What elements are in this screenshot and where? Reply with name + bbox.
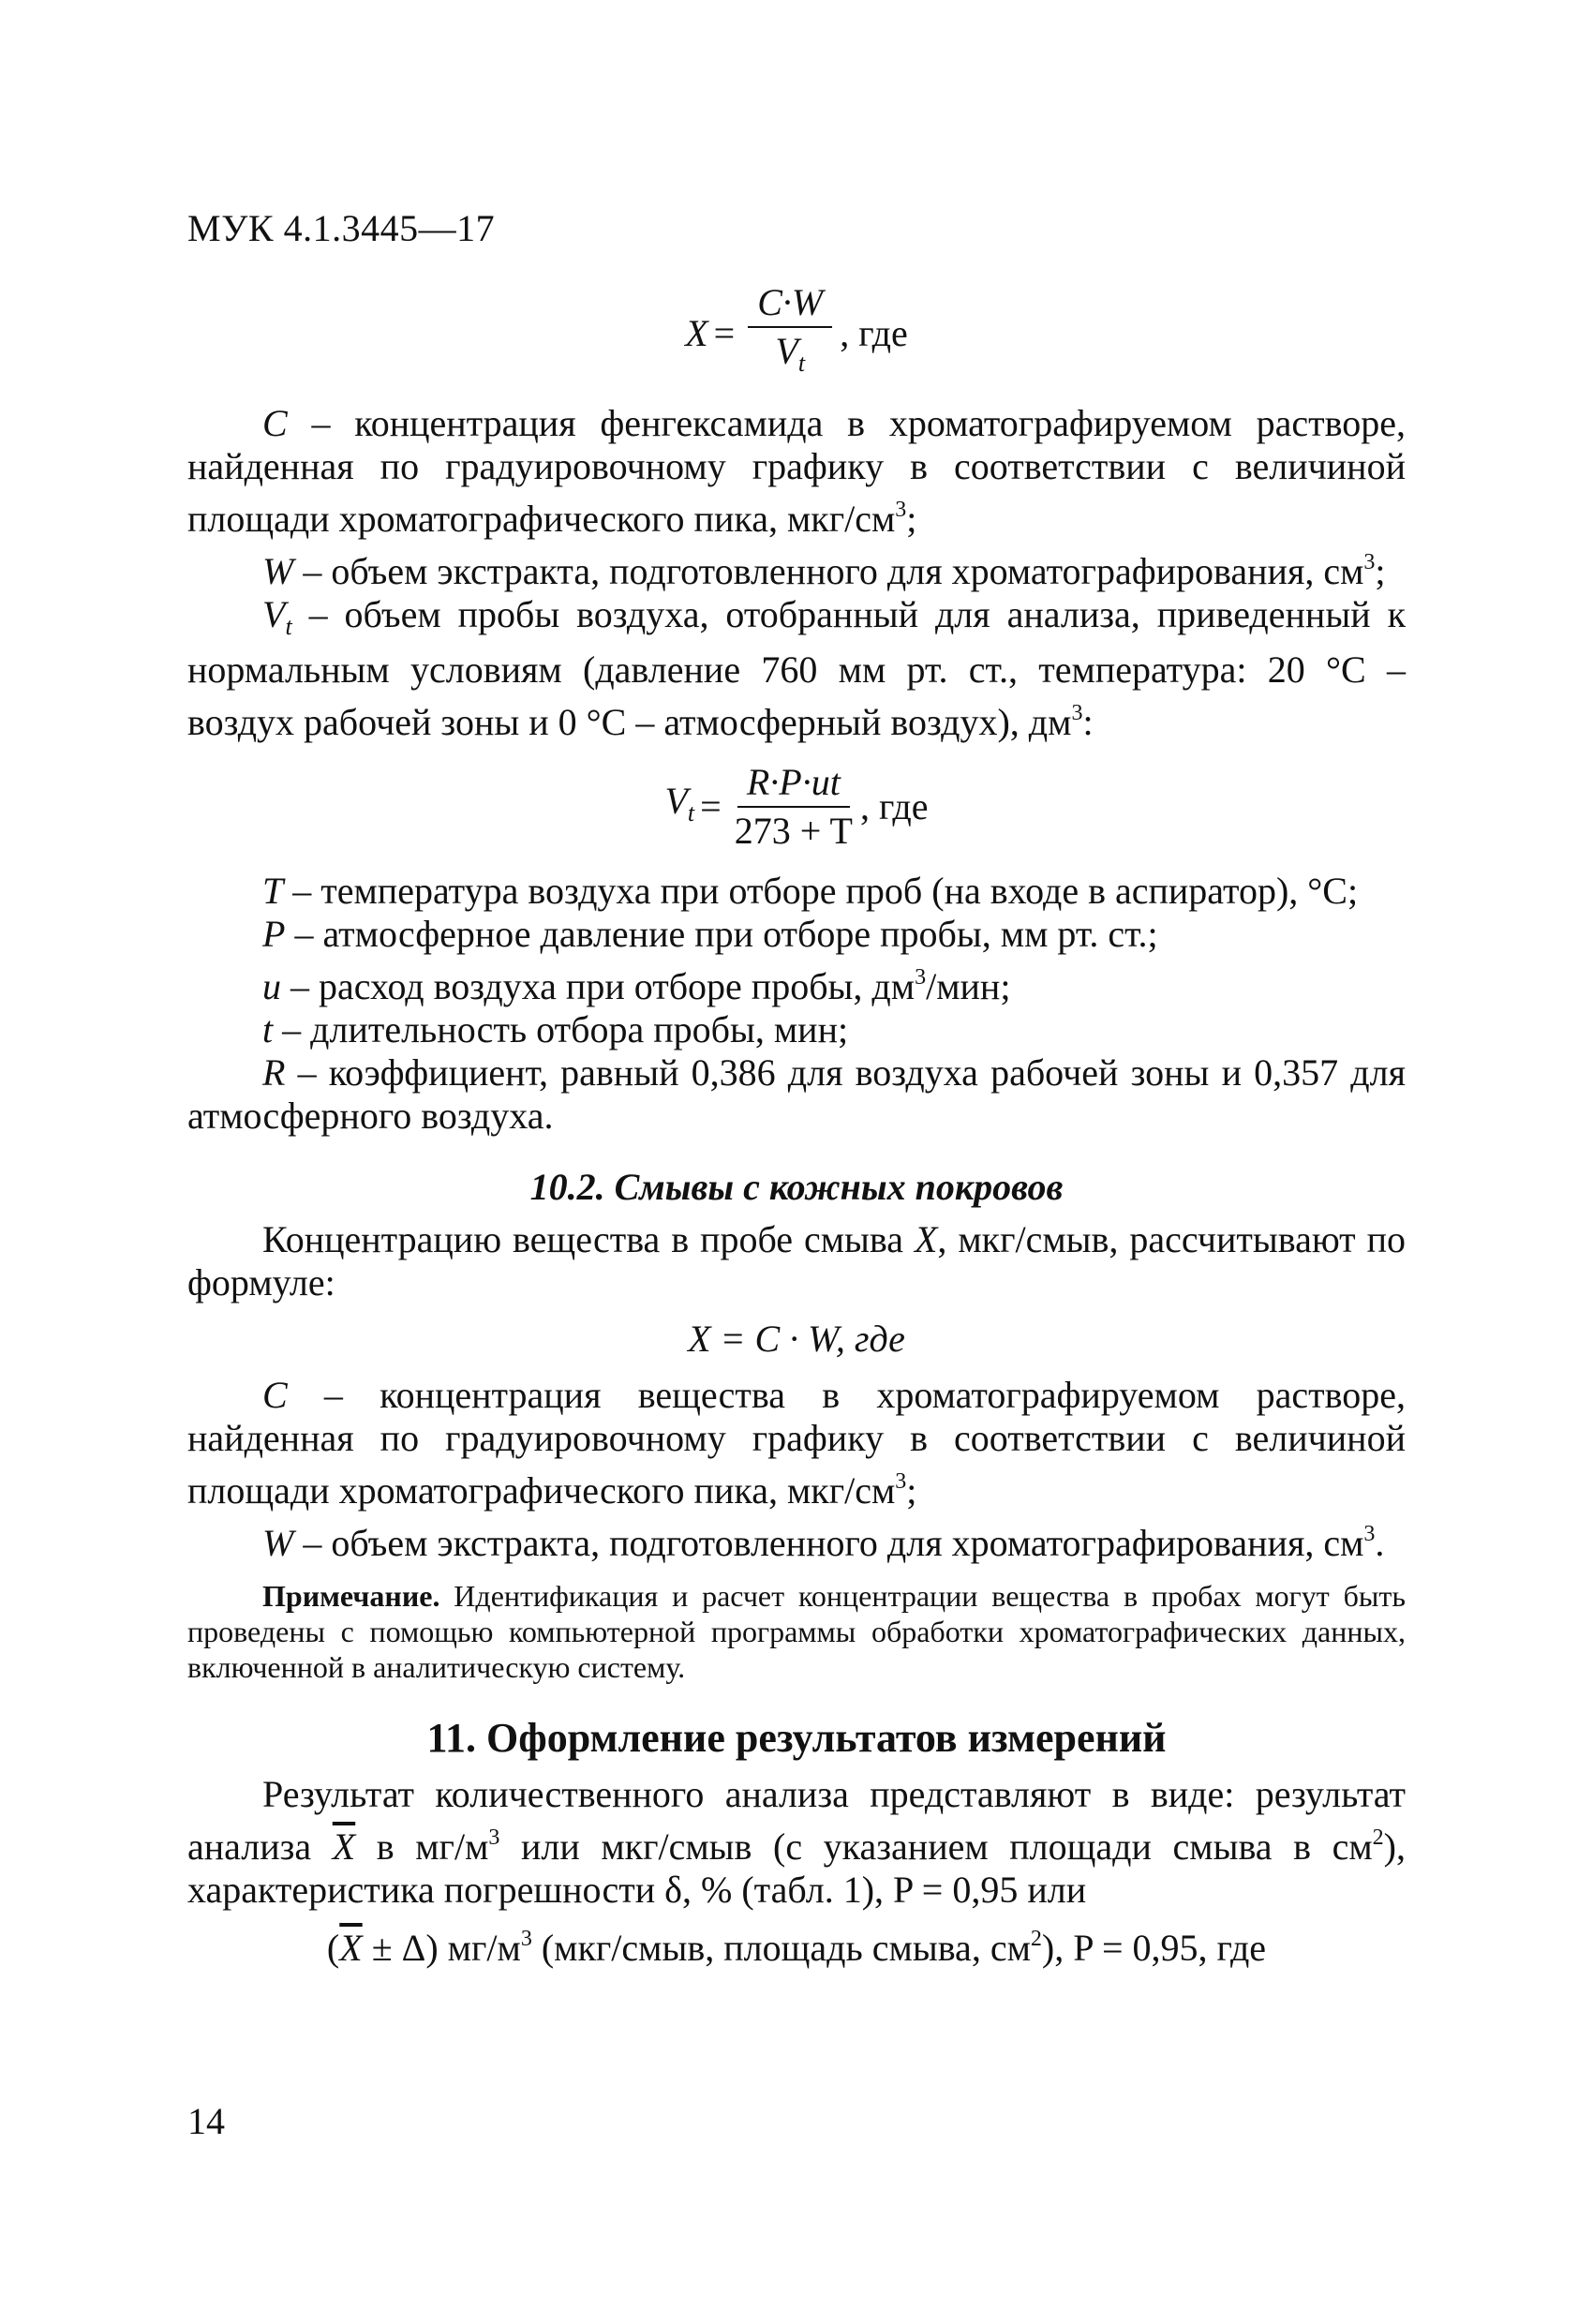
note-label: Примечание.: [262, 1579, 440, 1613]
definition-p: [187, 913, 1406, 956]
result-line-c: ), P = 0,95, где: [1041, 1927, 1267, 1969]
definition-w-text: – объем экстракта, подготовленного для хроматографирования, см: [293, 550, 1364, 592]
definition-c-symbol: C: [262, 402, 288, 444]
definition-w: [187, 541, 1406, 593]
definition-w2: [187, 1512, 1406, 1565]
definition-t-duration-symbol: t: [262, 1008, 274, 1050]
definition-p-symbol: P: [262, 913, 286, 955]
note-paragraph: [187, 1578, 1406, 1685]
definition-vt: [187, 593, 1406, 744]
definition-u-end: /мин;: [926, 965, 1011, 1007]
definition-w-end: ;: [1375, 550, 1386, 592]
definition-u-symbol: u: [262, 965, 281, 1007]
definition-r-text: – коэффициент, равный 0,386 для воздуха рабочей зоны и 0,357 для атмосферного воздуха.: [187, 1051, 1406, 1137]
paragraph-result-a: Результат количественного анализа представляют в виде: результат анализа: [187, 1773, 1406, 1868]
definition-w-sup: 3: [1363, 550, 1376, 574]
paragraph-result-symbol: $\overline{X}$: [332, 1825, 356, 1868]
formula-x-den-sub: t: [797, 350, 806, 377]
paragraph-result-sup1: 3: [488, 1825, 500, 1850]
result-line-open: (: [326, 1927, 340, 1969]
definition-c: [187, 402, 1406, 541]
result-line-sup1: 3: [520, 1927, 532, 1951]
formula-vt-lhs-sub: t: [687, 798, 695, 827]
formula-x: [187, 281, 1406, 385]
result-line-a: ± Δ) мг/м: [362, 1927, 521, 1969]
definition-w-symbol: W: [262, 550, 294, 592]
formula-x-fraction: [748, 281, 832, 385]
definition-c2: [187, 1374, 1406, 1512]
paragraph-concentration-a: Концентрацию вещества в пробе смыва: [262, 1218, 915, 1260]
formula-vt-eq: =: [700, 785, 722, 827]
definition-vt-sub: t: [285, 613, 292, 640]
note-text: Идентификация и расчет концентрации вещества в пробах могут быть проведены с помощью компьютерной программы обработки хроматографических данных, включенной в аналитическую систему.: [187, 1579, 1406, 1684]
definition-u: [187, 956, 1406, 1008]
definition-t-duration: [187, 1008, 1406, 1051]
definition-vt-sup: 3: [1071, 701, 1083, 725]
definition-t-temp: [187, 870, 1406, 913]
definition-w2-symbol: W: [262, 1522, 294, 1564]
formula-vt-numerator: R·P·ut: [737, 761, 850, 808]
definition-c-end: ;: [906, 498, 917, 540]
definition-u-text: – расход воздуха при отборе пробы, дм: [281, 965, 916, 1007]
result-line-sup2: 2: [1030, 1927, 1042, 1951]
paragraph-result-b: в мг/м: [355, 1825, 489, 1868]
document-code: МУК 4.1.3445—17: [187, 207, 496, 249]
formula-x-lhs: X: [685, 311, 708, 354]
definition-vt-end: :: [1082, 701, 1094, 743]
formula-vt-tail: , где: [859, 785, 929, 827]
definition-c2-sup: 3: [895, 1469, 907, 1494]
definition-w2-end: .: [1375, 1522, 1385, 1564]
formula-x-cw: X = C · W, где: [688, 1318, 905, 1360]
section-title-10-2: 10.2. Смывы с кожных покровов: [529, 1166, 1064, 1208]
formula-vt-lhs: [664, 780, 694, 835]
paragraph-result-c: или мкг/смыв (с указанием площади смыва в см: [499, 1825, 1373, 1868]
definition-c-sup: 3: [895, 498, 907, 522]
result-line-b: (мкг/смыв, площадь смыва, см: [531, 1927, 1031, 1969]
definition-vt-text: – объем пробы воздуха, отобранный для анализа, приведенный к нормальным условиям (давление 760 мм рт. ст., температура: 20 °С – воздух рабочей зоны и 0 °С – атмосферный воздух), дм: [187, 593, 1406, 743]
page-number: 14: [187, 2100, 225, 2142]
paragraph-result: [187, 1773, 1406, 1912]
definition-c2-symbol: C: [262, 1374, 288, 1416]
result-line-symbol: $\overline{X}$: [339, 1927, 363, 1969]
definition-c-text: – концентрация фенгексамида в хроматографируемом растворе, найденная по градуировочному графику в соответствии с величиной площади хроматографического пика, мкг/см: [187, 402, 1406, 540]
definition-vt-base: V: [262, 593, 286, 635]
definition-t-temp-symbol: T: [262, 870, 284, 912]
definition-w2-sup: 3: [1363, 1522, 1376, 1546]
formula-x-tail: , где: [840, 311, 908, 354]
definition-c2-text: – концентрация вещества в хроматографируемом растворе, найденная по градуировочному графику в соответствии с величиной площади хроматографического пика, мкг/см: [187, 1374, 1406, 1512]
paragraph-concentration: [187, 1218, 1406, 1304]
formula-vt-fraction: [735, 761, 853, 853]
definition-vt-symbol: [262, 593, 292, 640]
formula-x-den-base: V: [775, 330, 798, 372]
section-title-11: 11. Оформление результатов измерений: [426, 1715, 1167, 1761]
paragraph-result-d: ), характеристика погрешности δ, % (табл. 1), P = 0,95 или: [187, 1825, 1406, 1911]
paragraph-result-sup2: 2: [1372, 1825, 1384, 1850]
definition-u-sup: 3: [915, 965, 927, 990]
definition-w2-text: – объем экстракта, подготовленного для хроматографирования, см: [293, 1522, 1364, 1564]
formula-x-eq: =: [713, 311, 736, 354]
definition-p-text: – атмосферное давление при отборе пробы, мм рт. ст.;: [285, 913, 1158, 955]
formula-vt-lhs-base: V: [664, 779, 688, 822]
definition-r: [187, 1051, 1406, 1138]
paragraph-concentration-symbol: X: [914, 1218, 938, 1260]
definition-t-duration-text: – длительность отбора пробы, мин;: [273, 1008, 849, 1050]
page-content: [187, 281, 1406, 1970]
formula-vt: [187, 761, 1406, 853]
paragraph-concentration-b: , мкг/смыв, рассчитывают по формуле:: [187, 1218, 1406, 1304]
formula-x-denominator: [775, 328, 805, 385]
result-line: [187, 1917, 1406, 1970]
formula-x-numerator: C·W: [748, 281, 832, 328]
definition-c2-end: ;: [906, 1469, 917, 1512]
definition-t-temp-text: – температура воздуха при отборе проб (на входе в аспиратор), °С;: [283, 870, 1359, 912]
definition-r-symbol: R: [262, 1051, 286, 1094]
formula-vt-denominator: 273 + T: [734, 810, 853, 852]
